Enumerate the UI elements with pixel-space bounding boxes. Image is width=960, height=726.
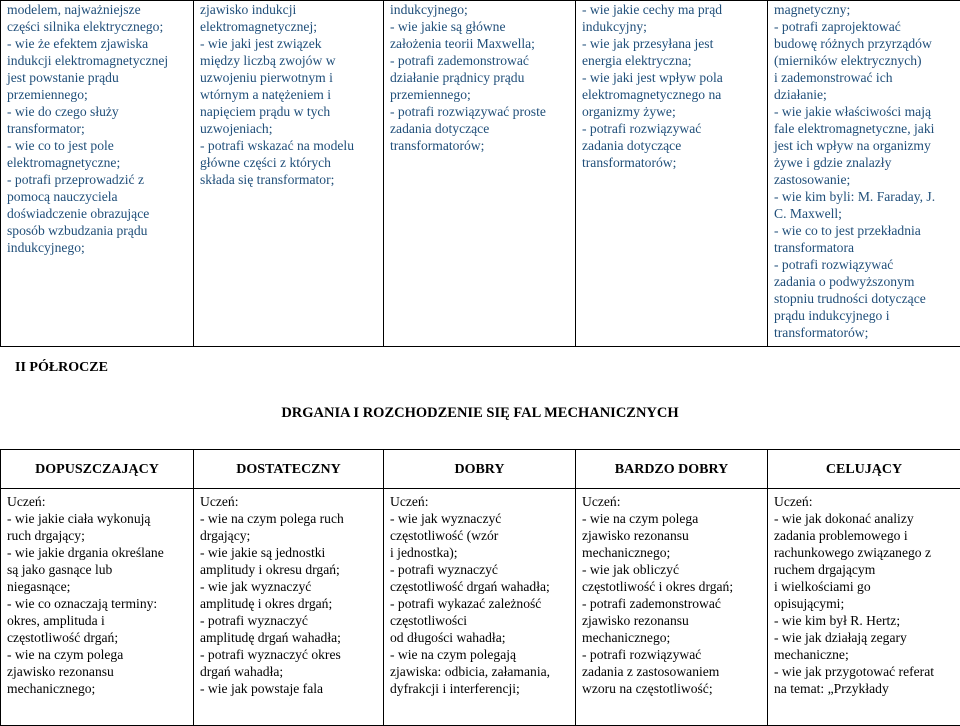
text-line: działanie prądnicy prądu [390,69,569,86]
header-row [1,450,960,489]
text-line: i jednostka); [390,544,569,561]
text-line: - potrafi rozwiązywać proste [390,103,569,120]
cell-dostateczny [194,489,384,726]
text-line: napięciem prądu w tych [200,103,377,120]
text-line: drgający; [200,527,377,544]
text-line: budowę różnych przyrządów [774,35,954,52]
table-row [1,1,960,347]
text-line: - wie jakie właściwości mają [774,103,954,120]
competency-table-bottom [0,449,960,726]
text-line: zadania dotyczące [582,137,761,154]
cell-dopuszczajacy [1,489,194,726]
text-line: zjawisko indukcji [200,1,377,18]
header-celujacy: CELUJĄCY [768,450,960,489]
text-line: magnetyczny; [774,1,954,18]
text-line: jest ich wpływ na organizmy [774,137,954,154]
text-line: modelem, najważniejsze [7,1,187,18]
text-line: zastosowanie; [774,171,954,188]
text-line: Uczeń: [390,493,569,510]
text-line: drgań wahadła; [200,663,377,680]
text-line: na temat: „Przykłady [774,680,954,697]
text-line: - wie jak przesyłana jest [582,35,761,52]
text-line: elektromagnetycznej; [200,18,377,35]
text-line: mechanicznego; [7,680,187,697]
text-line: sposób wzbudzania prądu [7,222,187,239]
text-line: transformatora [774,239,954,256]
text-line: transformatorów; [390,137,569,154]
text-line: rachunkowego związanego z [774,544,954,561]
text-line: - wie co to jest przekładnia [774,222,954,239]
text-line: - potrafi rozwiązywać [582,646,761,663]
text-line: - potrafi rozwiązywać [774,256,954,273]
text-line: - wie jaki jest wpływ pola [582,69,761,86]
text-line: - wie na czym polega ruch [200,510,377,527]
table-row [1,489,960,726]
text-line: od długości wahadła; [390,629,569,646]
section-title: DRGANIA I ROZCHODZENIE SIĘ FAL MECHANICZNYCH [0,405,960,422]
header-dobry: DOBRY [384,450,576,489]
cell-dobry [384,489,576,726]
cell-celujacy [768,489,960,726]
text-line: - potrafi wyznaczyć [200,612,377,629]
text-line: okres, amplituda i [7,612,187,629]
text-line: indukcji elektromagnetycznej [7,52,187,69]
header-dopuszczajacy: DOPUSZCZAJĄCY [1,450,194,489]
text-line: Uczeń: [774,493,954,510]
text-line: - wie kim byli: M. Faraday, J. [774,188,954,205]
text-line: żywe i gdzie znalazły [774,154,954,171]
text-line: główne części z których [200,154,377,171]
text-line: Uczeń: [7,493,187,510]
text-line: zjawisko rezonansu [582,612,761,629]
text-line: mechanicznego; [582,544,761,561]
text-line: częstotliwość i okres drgań; [582,578,761,595]
text-line: doświadczenie obrazujące [7,205,187,222]
cell-dopuszczajacy-cont [1,1,194,347]
text-line: - wie jak dokonać analizy [774,510,954,527]
text-line: i wielkościami go [774,578,954,595]
text-line: uzwojeniu pierwotnym i [200,69,377,86]
text-line: wzoru na częstotliwość; [582,680,761,697]
header-dostateczny: DOSTATECZNY [194,450,384,489]
text-line: - wie jakie cechy ma prąd [582,1,761,18]
text-line: częstotliwość drgań; [7,629,187,646]
text-line: ruch drgający; [7,527,187,544]
text-line: elektromagnetyczne; [7,154,187,171]
text-line: uzwojeniach; [200,120,377,137]
text-line: jest powstanie prądu [7,69,187,86]
text-line: założenia teorii Maxwella; [390,35,569,52]
text-line: i zademonstrować ich [774,69,954,86]
text-line: - wie jakie ciała wykonują [7,510,187,527]
text-line: częstotliwości [390,612,569,629]
text-line: zjawisko rezonansu [582,527,761,544]
text-line: - potrafi rozwiązywać [582,120,761,137]
text-line: amplitudę drgań wahadła; [200,629,377,646]
text-line: elektromagnetycznego na [582,86,761,103]
text-line: - potrafi wykazać zależność [390,595,569,612]
text-line: są jako gasnące lub [7,561,187,578]
text-line: działanie; [774,86,954,103]
text-line: transformatorów; [774,324,954,341]
text-line: opisującymi; [774,595,954,612]
text-line: fale elektromagnetyczne, jaki [774,120,954,137]
text-line: amplitudę i okres drgań; [200,595,377,612]
text-line: dyfrakcji i interferencji; [390,680,569,697]
text-line: - wie jak powstaje fala [200,680,377,697]
competency-table-top [0,0,960,347]
text-line: mechaniczne; [774,646,954,663]
text-line: - wie jak przygotować referat [774,663,954,680]
cell-dobry-cont [384,1,576,347]
text-line: przemiennego; [390,86,569,103]
text-line: indukcyjnego; [7,239,187,256]
cell-bardzo-dobry [576,489,768,726]
text-line: energia elektryczna; [582,52,761,69]
text-line: wtórnym a natężeniem i [200,86,377,103]
text-line: - wie jak działają zegary [774,629,954,646]
text-line: - wie do czego służy [7,103,187,120]
text-line: zjawiska: odbicia, załamania, [390,663,569,680]
text-line: - wie jakie drgania określane [7,544,187,561]
text-line: indukcyjnego; [390,1,569,18]
semester-label: II PÓŁROCZE [15,360,108,376]
text-line: - wie jak obliczyć [582,561,761,578]
text-line: zadania dotyczące [390,120,569,137]
text-line: C. Maxwell; [774,205,954,222]
cell-bardzo-dobry-cont [576,1,768,347]
text-line: niegasnące; [7,578,187,595]
text-line: transformatorów; [582,154,761,171]
text-line: indukcyjny; [582,18,761,35]
text-line: - wie na czym polegają [390,646,569,663]
text-line: pomocą nauczyciela [7,188,187,205]
text-line: - wie kim był R. Hertz; [774,612,954,629]
text-line: - potrafi zademonstrować [390,52,569,69]
text-line: składa się transformator; [200,171,377,188]
text-line: - potrafi wskazać na modelu [200,137,377,154]
text-line: między liczbą zwojów w [200,52,377,69]
text-line: częstotliwość drgań wahadła; [390,578,569,595]
cell-celujacy-cont [768,1,960,347]
text-line: amplitudy i okresu drgań; [200,561,377,578]
text-line: - potrafi zademonstrować [582,595,761,612]
text-line: mechanicznego; [582,629,761,646]
text-line: stopniu trudności dotyczące [774,290,954,307]
text-line: części silnika elektrycznego; [7,18,187,35]
text-line: - wie że efektem zjawiska [7,35,187,52]
cell-dostateczny-cont [194,1,384,347]
text-line: - wie jak wyznaczyć [200,578,377,595]
header-bardzo-dobry: BARDZO DOBRY [576,450,768,489]
text-line: zadania problemowego i [774,527,954,544]
text-line: - potrafi wyznaczyć [390,561,569,578]
text-line: - wie co oznaczają terminy: [7,595,187,612]
text-line: ruchem drgającym [774,561,954,578]
text-line: - potrafi wyznaczyć okres [200,646,377,663]
text-line: - wie na czym polega [582,510,761,527]
text-line: zadania o podwyższonym [774,273,954,290]
text-line: - wie jak wyznaczyć [390,510,569,527]
text-line: organizmy żywe; [582,103,761,120]
text-line: - wie jaki jest związek [200,35,377,52]
text-line: - wie na czym polega [7,646,187,663]
text-line: częstotliwość (wzór [390,527,569,544]
text-line: - potrafi przeprowadzić z [7,171,187,188]
text-line: transformator; [7,120,187,137]
text-line: prądu indukcyjnego i [774,307,954,324]
text-line: - wie co to jest pole [7,137,187,154]
text-line: - wie jakie są główne [390,18,569,35]
text-line: przemiennego; [7,86,187,103]
text-line: zadania z zastosowaniem [582,663,761,680]
text-line: - wie jakie są jednostki [200,544,377,561]
text-line: Uczeń: [200,493,377,510]
text-line: zjawisko rezonansu [7,663,187,680]
text-line: - potrafi zaprojektować [774,18,954,35]
text-line: Uczeń: [582,493,761,510]
text-line: (mierników elektrycznych) [774,52,954,69]
